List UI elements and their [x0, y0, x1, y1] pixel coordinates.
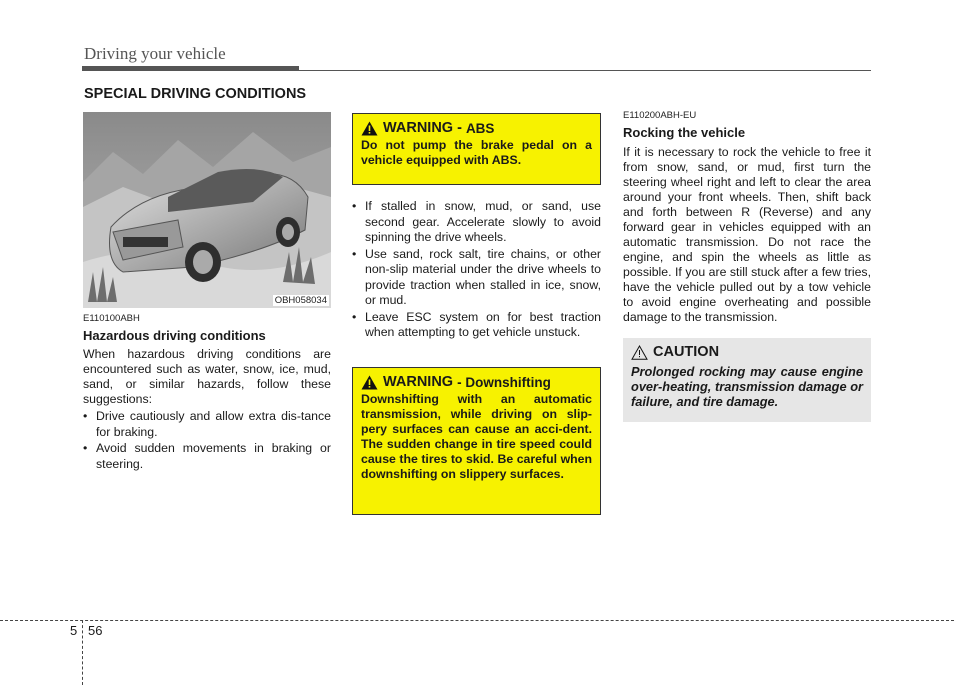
warning-downshift-title	[361, 374, 592, 390]
car-in-snow-image	[83, 112, 331, 308]
caution-box	[623, 338, 871, 422]
warning-topic: - Downshifting	[457, 374, 551, 390]
section-code: E110200ABH-EU	[623, 110, 697, 121]
warning-label: WARNING	[383, 374, 454, 390]
caution-label: CAUTION	[653, 344, 720, 360]
warning-downshift-box	[352, 367, 601, 515]
rocking-heading: Rocking the vehicle	[623, 125, 746, 140]
warning-label: WARNING -	[383, 120, 462, 136]
list-item: • Avoid sudden movements in braking or steering.	[83, 441, 331, 472]
running-header: Driving your vehicle	[84, 44, 226, 63]
warning-abs-title	[361, 120, 592, 136]
warning-downshift-text: Downshifting with an automatic transmission, while driving on slip-pery surfaces can cause an acci-dent. The sudden change in tire speed could cause the tires to skid. Be careful when downshifting on slippery surfaces.	[361, 392, 592, 481]
footer-rule	[0, 620, 954, 621]
figure-label: OBH058034	[274, 295, 327, 306]
hazardous-intro: When hazardous driving conditions are encountered such as water, snow, ice, mud, sand, or similar hazards, follow these suggestions:	[83, 347, 331, 406]
chapter-number: 5	[70, 623, 78, 638]
list-item: • If stalled in snow, mud, or sand, use second gear. Accelerate slowly to avoid spinning the drive wheels.	[352, 199, 601, 246]
warning-triangle-icon	[361, 375, 378, 390]
stalled-bullet-list	[352, 199, 601, 342]
list-item: • Drive cautiously and allow extra dis-tance for braking.	[83, 409, 331, 440]
caution-title	[631, 344, 863, 360]
rocking-text: If it is necessary to rock the vehicle to free it from snow, sand, or mud, first turn the steering wheel right and left to clear the area around your front wheels. Then, shift back and forth between R (Reverse) and any forward gear in vehicles equipped with an automatic transmission. Do not race the engine, and spin the wheels as little as possible. If you are still stuck after a few tries, have the vehicle pulled out by a tow vehicle to avoid engine overheating and possible damage to the transmission.	[623, 145, 871, 324]
caution-triangle-icon	[631, 345, 648, 360]
list-item: • Use sand, rock salt, tire chains, or other non-slip material under the drive wheels to provide traction when stalled in ice, snow, or mud.	[352, 247, 601, 309]
section-code: E110100ABH	[83, 313, 140, 324]
header-rule	[82, 70, 871, 71]
section-title: SPECIAL DRIVING CONDITIONS	[84, 86, 307, 102]
hazardous-bullet-list	[83, 409, 331, 473]
warning-topic: ABS	[465, 120, 495, 136]
caution-text: Prolonged rocking may cause engine over-heating, transmission damage or failure, and tire damage.	[631, 364, 863, 409]
car-illustration	[83, 112, 331, 308]
warning-abs-text: Do not pump the brake pedal on a vehicle equipped with ABS.	[361, 138, 592, 167]
warning-abs-box	[352, 113, 601, 185]
list-item: • Leave ESC system on for best traction when attempting to get vehicle unstuck.	[352, 310, 601, 341]
hazardous-heading: Hazardous driving conditions	[83, 328, 266, 343]
footer-divider	[82, 620, 83, 685]
page-number: 56	[88, 623, 103, 638]
warning-triangle-icon	[361, 121, 378, 136]
